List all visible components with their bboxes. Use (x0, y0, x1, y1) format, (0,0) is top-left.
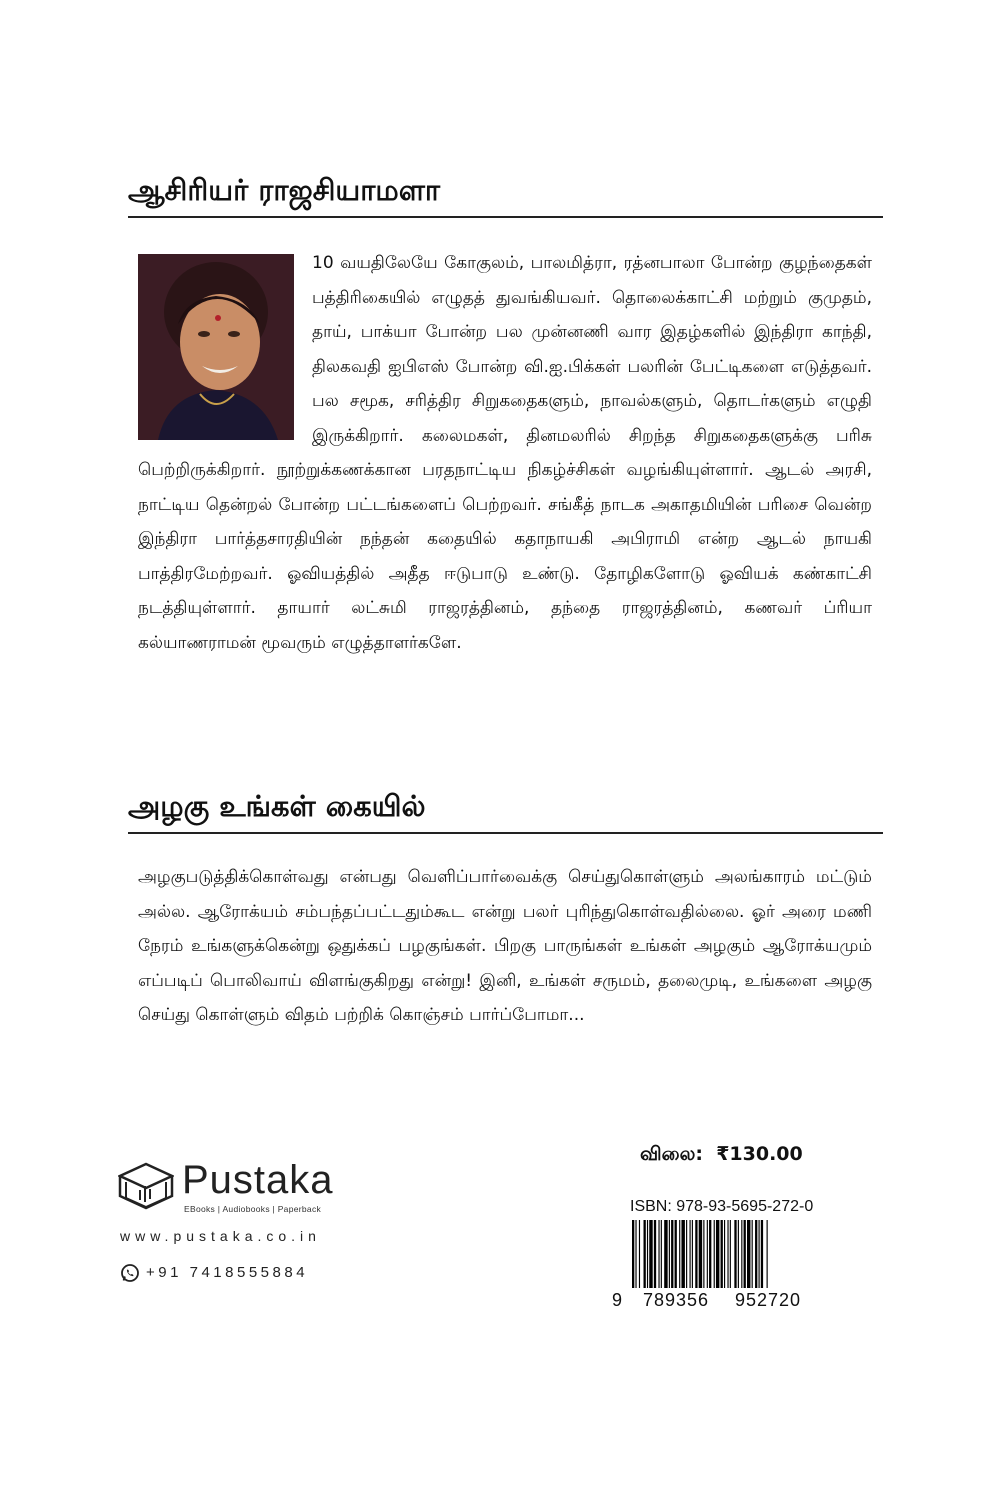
barcode-bar (707, 1220, 708, 1288)
publisher-tagline: EBooks | Audiobooks | Paperback (184, 1204, 322, 1214)
barcode-bar (724, 1220, 725, 1288)
barcode-bar (647, 1220, 648, 1288)
barcode-bar (738, 1220, 739, 1288)
price-value: ₹130.00 (716, 1143, 803, 1165)
barcode-bar (709, 1220, 711, 1288)
barcode-bar (716, 1220, 719, 1288)
price (640, 1143, 803, 1168)
barcode-bar (695, 1220, 697, 1288)
barcode-bar (747, 1220, 750, 1288)
barcode-left-digits: 789356 (640, 1290, 712, 1311)
whatsapp-icon (120, 1263, 140, 1283)
barcode-bar (690, 1220, 691, 1288)
barcode-bar (686, 1220, 687, 1288)
barcode-bar (699, 1220, 702, 1288)
barcode-bar (644, 1220, 646, 1288)
barcode-bar (679, 1220, 680, 1288)
book-logo-icon (118, 1162, 174, 1212)
barcode-bar (767, 1220, 768, 1288)
barcode-bar (649, 1220, 652, 1288)
barcode-bar (669, 1220, 670, 1288)
barcode-bar (730, 1220, 731, 1288)
barcode-bar (734, 1220, 736, 1288)
barcode-bar (721, 1220, 723, 1288)
book-title-heading: அழகு உங்கள் கையில் (128, 786, 883, 834)
barcode-bar (727, 1220, 728, 1288)
barcode-bar (664, 1220, 667, 1288)
barcode-lead-digit: 9 (612, 1290, 624, 1310)
publisher-name: Pustaka (182, 1158, 334, 1202)
publisher-phone-row (120, 1262, 308, 1283)
isbn-text: ISBN: 978-93-5695-272-0 (630, 1198, 814, 1215)
barcode-bar (658, 1220, 659, 1288)
barcode-bar (661, 1220, 662, 1288)
publisher-phone: +91 7418555884 (146, 1264, 309, 1281)
barcode-bar (755, 1220, 757, 1288)
barcode-bar (752, 1220, 753, 1288)
author-photo (138, 254, 294, 440)
barcode-bar (761, 1220, 763, 1288)
price-label: விலை: (640, 1143, 703, 1165)
barcode-bar (759, 1220, 760, 1288)
barcode-bar (675, 1220, 677, 1288)
author-bio-block (138, 246, 872, 660)
book-description: அழகுபடுத்திக்கொள்வது என்பது வெளிப்பார்வைக்கு செய்துகொள்ளும் அலங்காரம் மட்டும் அல்ல. ஆரோக்யம் சம்பந்தப்பட்டதும்கூட என்று பலர் புரிந்துகொள்வதில்லை. ஓர் அரை மணி நேரம் உங்களுக்கென்று ஒதுக்கப் பழகுங்கள். பிறகு பாருங்கள் உங்கள் அழகும் ஆரோக்யமும் எப்படிப் பொலிவாய் விளங்குகிறது என்று! இனி, உங்கள் சருமம், தலைமுடி, உங்களை அழகு செய்து கொள்ளும் விதம் பற்றிக் கொஞ்சம் பார்ப்போமா... (138, 867, 872, 1025)
barcode-bar (744, 1220, 746, 1288)
author-heading: ஆசிரியர் ராஜசியாமளா (128, 170, 883, 218)
barcode-bar (741, 1220, 742, 1288)
publisher-website[interactable]: www.pustaka.co.in (120, 1228, 321, 1244)
barcode-bar (654, 1220, 656, 1288)
barcode-bar (714, 1220, 715, 1288)
barcode-bar (692, 1220, 693, 1288)
barcode-bar (635, 1220, 636, 1288)
barcode (628, 1220, 822, 1288)
barcode-bar (671, 1220, 673, 1288)
barcode-bar (639, 1220, 640, 1288)
barcode-bar (681, 1220, 684, 1288)
barcode-right-digits: 952720 (732, 1290, 804, 1311)
author-bio-text: 10 வயதிலேயே கோகுலம், பாலமித்ரா, ரத்னபாலா போன்ற குழந்தைகள் பத்திரிகையில் எழுதத் துவங்கியவர். தொலைக்காட்சி மற்றும் குமுதம், தாய், பாக்யா போன்ற பல முன்னணி வார இதழ்களில் இந்திரா காந்தி, திலகவதி ஐபிஎஸ் போன்ற வி.ஐ.பிக்கள் பலரின் பேட்டிகளை எடுத்தவர். பல சமூக, சரித்திர சிறுகதைகளும், நாவல்களும், தொடர்களும் எழுதி இருக்கிறார். கலைமகள், தினமலரில் சிறந்த சிறுகதைகளுக்கு பரிசு பெற்றிருக்கிறார். நூற்றுக்கணக்கான பரதநாட்டிய நிகழ்ச்சிகள் வழங்கியுள்ளார். ஆடல் அரசி, நாட்டிய தென்றல் போன்ற பட்டங்களைப் பெற்றவர். சங்கீத் நாடக அகாதமியின் பரிசை வென்ற இந்திரா பார்த்தசாரதியின் நந்தன் கதையில் கதாநாயகி அபிராமி என்ற ஆடல் நாயகி பாத்திரமேற்றவர். ஓவியத்தில் அதீத ஈடுபாடு உண்டு. தோழிகளோடு ஓவியக் கண்காட்சி நடத்தியுள்ளார். தாயார் லட்சுமி ராஜரத்தினம், தந்தை ராஜரத்தினம், கணவர் ப்ரியா கல்யாணராமன் மூவரும் எழுத்தாளர்களே. (138, 253, 872, 653)
barcode-bar (632, 1220, 634, 1288)
barcode-bar (703, 1220, 704, 1288)
